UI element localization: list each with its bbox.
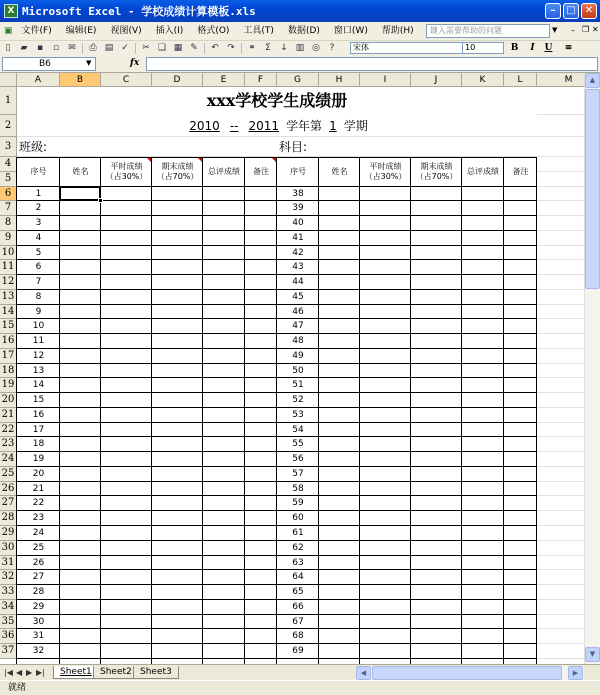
row-header-14[interactable]: 14 [0, 305, 17, 320]
formula-bar [0, 55, 600, 73]
row-header-10[interactable]: 10 [0, 246, 17, 261]
fx-icon[interactable]: fx [130, 58, 140, 68]
print-preview-icon[interactable]: ▤ [104, 43, 114, 53]
seq-right-cell[interactable]: 68 [292, 631, 304, 642]
seq-right-cell[interactable]: 56 [292, 454, 304, 465]
seq-right-cell[interactable]: 39 [292, 203, 304, 214]
row-header-9[interactable]: 9 [0, 231, 17, 246]
seq-left-cell[interactable]: 25 [32, 542, 45, 553]
row-header-30[interactable]: 30 [0, 541, 17, 556]
row-header-32[interactable]: 32 [0, 570, 17, 585]
row-header-24[interactable]: 24 [0, 452, 17, 467]
seq-right-cell[interactable]: 58 [292, 483, 304, 494]
close-button[interactable]: ✕ [581, 3, 597, 19]
header-text: 备注 [512, 166, 529, 176]
permission-icon[interactable]: ▫ [52, 43, 60, 53]
menu-help[interactable]: 帮助(H) [381, 25, 414, 36]
seq-right-cell[interactable]: 48 [292, 336, 304, 347]
row-header-19[interactable]: 19 [0, 378, 17, 393]
row-header-1[interactable]: 1 [0, 87, 17, 115]
header-text: 平时成绩 [110, 161, 143, 171]
seq-left-cell[interactable]: 29 [32, 601, 45, 612]
hyperlink-icon[interactable]: ⚭ [248, 43, 256, 53]
autosum-icon[interactable]: Σ [265, 43, 271, 53]
status-bar: 就绪 [0, 680, 600, 695]
copy-icon[interactable]: ❏ [157, 43, 167, 53]
column-header-C[interactable]: C [101, 73, 152, 87]
seq-left-cell[interactable]: 13 [32, 365, 45, 376]
seq-left-cell[interactable]: 15 [32, 395, 45, 406]
column-header-G[interactable]: G [277, 73, 319, 87]
column-header-M[interactable]: M [537, 73, 584, 87]
select-all-corner[interactable] [0, 73, 17, 87]
scroll-up-icon[interactable]: ▲ [585, 73, 600, 88]
seq-right-cell[interactable]: 43 [292, 262, 304, 273]
year-term-year-end: 2011 [248, 119, 280, 133]
row-header-37[interactable]: 37 [0, 644, 17, 659]
header-text: （占70%） [415, 171, 458, 181]
row-header-31[interactable]: 31 [0, 556, 17, 571]
row-header-36[interactable]: 36 [0, 629, 17, 644]
header-text: 总评成绩 [467, 166, 499, 176]
seq-left-cell[interactable]: 30 [32, 616, 45, 627]
seq-right-cell[interactable]: 38 [292, 188, 304, 199]
row-header-6[interactable]: 6 [0, 187, 17, 202]
seq-left-cell[interactable]: 12 [32, 350, 45, 361]
vertical-scroll-thumb[interactable] [585, 89, 600, 289]
seq-right-cell[interactable]: 54 [292, 424, 304, 435]
menu-format[interactable]: 格式(O) [197, 25, 230, 36]
spelling-icon[interactable]: ✓ [121, 43, 129, 53]
seq-left-cell[interactable]: 1 [35, 188, 42, 199]
open-icon[interactable]: ▰ [20, 43, 28, 53]
fill-handle[interactable] [98, 198, 103, 203]
row-header-18[interactable]: 18 [0, 364, 17, 379]
maximize-button[interactable]: □ [563, 3, 579, 19]
column-header-E[interactable]: E [203, 73, 245, 87]
menu-insert[interactable]: 插入(I) [155, 25, 184, 36]
row-header-28[interactable]: 28 [0, 511, 17, 526]
column-header-H[interactable]: H [319, 73, 360, 87]
seq-left-cell[interactable]: 2 [35, 203, 42, 214]
print-icon[interactable]: ⎙ [89, 43, 97, 53]
seq-right-cell[interactable]: 45 [292, 291, 304, 302]
row-header-22[interactable]: 22 [0, 423, 17, 438]
seq-right-cell[interactable]: 59 [292, 498, 304, 509]
seq-right-cell[interactable]: 46 [292, 306, 304, 317]
selected-cell[interactable] [59, 186, 101, 202]
header-text: 姓名 [331, 166, 348, 176]
header-right-usual [360, 157, 411, 187]
row-header-17[interactable]: 17 [0, 349, 17, 364]
doc-close-button[interactable]: ✕ [592, 25, 599, 34]
name-box-dropdown-icon[interactable]: ▼ [86, 59, 92, 67]
font-name-select[interactable]: 宋体 [350, 42, 466, 54]
seq-right-cell[interactable]: 41 [292, 232, 304, 243]
email-icon[interactable]: ✉ [68, 43, 76, 53]
seq-left-cell[interactable]: 6 [35, 262, 42, 273]
header-text: （占30%） [105, 171, 148, 181]
seq-left-cell[interactable]: 26 [32, 557, 45, 568]
formula-input[interactable] [146, 57, 598, 71]
seq-right-cell[interactable]: 67 [292, 616, 304, 627]
tab-sheet3[interactable]: Sheet3 [133, 666, 179, 679]
paste-icon[interactable]: ▦ [173, 43, 183, 53]
column-header-L[interactable]: L [504, 73, 537, 87]
row-header-29[interactable]: 29 [0, 526, 17, 541]
chevron-down-icon[interactable]: ▼ [552, 26, 558, 34]
row-header-11[interactable]: 11 [0, 260, 17, 275]
underline-button[interactable]: U [544, 43, 553, 53]
seq-left-cell[interactable]: 3 [35, 218, 42, 229]
row-header-25[interactable]: 25 [0, 467, 17, 482]
sheet-tab-bar [0, 664, 600, 680]
redo-icon[interactable]: ↷ [227, 43, 235, 53]
new-icon[interactable]: ▯ [5, 43, 11, 53]
row-header-15[interactable]: 15 [0, 319, 17, 334]
row-header-34[interactable]: 34 [0, 600, 17, 615]
header-text: 序号 [30, 166, 47, 176]
header-text: （占30%） [364, 171, 407, 181]
header-text: 期末成绩 [161, 161, 194, 171]
menu-window[interactable]: 窗口(W) [333, 25, 368, 36]
cut-icon[interactable]: ✂ [142, 43, 150, 53]
seq-left-cell[interactable]: 21 [32, 483, 45, 494]
title-bar [0, 0, 600, 22]
row-header-4[interactable]: 4 [0, 157, 17, 172]
prev-sheet-icon[interactable]: ◀ [16, 668, 23, 677]
vertical-scrollbar[interactable] [584, 73, 600, 664]
row-header-3[interactable]: 3 [0, 137, 17, 157]
year-term-term: 1 [329, 119, 337, 133]
seq-left-cell[interactable]: 19 [32, 454, 45, 465]
row-header-16[interactable]: 16 [0, 334, 17, 349]
header-right-name [319, 157, 360, 187]
header-left-name [60, 157, 101, 187]
last-sheet-icon[interactable]: ▶| [36, 668, 45, 677]
year-term-year-sep: -- [229, 119, 239, 133]
year-term-year-start: 2010 [189, 119, 220, 133]
seq-left-cell[interactable]: 17 [32, 424, 45, 435]
scroll-down-icon[interactable]: ▼ [585, 647, 600, 662]
column-header-I[interactable]: I [360, 73, 411, 87]
seq-left-cell[interactable]: 4 [35, 232, 42, 243]
bold-button[interactable]: B [510, 43, 519, 53]
seq-left-cell[interactable]: 23 [32, 513, 45, 524]
italic-button[interactable]: I [530, 43, 535, 53]
year-term-line [17, 115, 537, 137]
header-text: 姓名 [72, 166, 89, 176]
column-header-D[interactable]: D [152, 73, 203, 87]
sheet-title: xxx学校学生成绩册 [206, 91, 348, 110]
seq-left-cell[interactable]: 24 [32, 528, 45, 538]
row-header-33[interactable]: 33 [0, 585, 17, 600]
doc-minimize-button[interactable]: – [571, 26, 575, 35]
sort-ascending-icon[interactable]: ↓ [280, 43, 288, 53]
seq-left-cell[interactable]: 7 [35, 277, 42, 288]
menu-file[interactable]: 文件(F) [21, 25, 52, 36]
header-text: 备注 [253, 166, 269, 176]
seq-left-cell[interactable]: 18 [32, 439, 45, 450]
workbook-icon[interactable]: ▣ [4, 25, 13, 36]
window-title: Microsoft Excel - 学校成绩计算模板.xls [22, 5, 256, 18]
excel-icon: X [4, 4, 18, 18]
seq-left-cell[interactable]: 27 [32, 572, 45, 583]
row-header-13[interactable]: 13 [0, 290, 17, 305]
seq-left-cell[interactable]: 9 [35, 306, 42, 317]
seq-right-cell[interactable]: 40 [292, 218, 304, 229]
year-term-term-suffix: 学期 [343, 119, 368, 133]
horizontal-scroll-thumb[interactable] [372, 666, 562, 680]
tab-sheet1[interactable]: Sheet1 [53, 666, 99, 679]
seq-right-cell[interactable]: 66 [292, 601, 304, 612]
header-left-usual [101, 157, 152, 187]
scroll-left-icon[interactable]: ◀ [356, 666, 371, 680]
row-header-26[interactable]: 26 [0, 482, 17, 497]
column-header-B[interactable]: B [60, 73, 101, 87]
year-term-year-suffix: 学年第 [286, 119, 323, 133]
seq-left-cell[interactable]: 22 [32, 498, 45, 509]
class-label: 班级: [19, 140, 48, 154]
seq-right-cell[interactable]: 60 [292, 513, 304, 524]
seq-right-cell[interactable]: 42 [292, 247, 304, 258]
chart-icon[interactable]: ▥ [295, 43, 305, 53]
seq-right-cell[interactable]: 53 [292, 409, 304, 420]
seq-right-cell[interactable]: 64 [292, 572, 304, 583]
first-sheet-icon[interactable]: |◀ [4, 668, 13, 677]
menu-tools[interactable]: 工具(T) [243, 25, 274, 36]
menu-view[interactable]: 视图(V) [110, 25, 142, 36]
tab-sheet2[interactable]: Sheet2 [93, 666, 139, 679]
seq-left-cell[interactable]: 31 [32, 631, 45, 642]
seq-right-cell[interactable]: 69 [292, 646, 304, 657]
seq-left-cell[interactable]: 11 [32, 336, 45, 347]
seq-right-cell[interactable]: 51 [292, 380, 304, 391]
seq-right-cell[interactable]: 49 [292, 350, 304, 361]
seq-right-cell[interactable]: 55 [292, 439, 304, 450]
header-left-total [203, 157, 245, 187]
column-header-J[interactable]: J [411, 73, 462, 87]
header-text: 总评成绩 [208, 166, 240, 176]
zoom-icon[interactable]: ◎ [312, 43, 320, 53]
seq-left-cell[interactable]: 5 [35, 247, 42, 258]
column-header-A[interactable]: A [17, 73, 60, 87]
header-right-note [504, 157, 537, 187]
seq-left-cell[interactable]: 20 [32, 468, 45, 479]
seq-left-cell[interactable]: 28 [32, 587, 45, 598]
save-icon[interactable]: ▪ [36, 43, 44, 53]
seq-left-cell[interactable]: 16 [32, 409, 45, 420]
format-painter-icon[interactable]: ✎ [190, 43, 198, 53]
column-header-F[interactable]: F [245, 73, 277, 87]
seq-left-cell[interactable]: 14 [32, 380, 45, 391]
next-sheet-icon[interactable]: ▶ [26, 668, 33, 677]
row-header-5[interactable]: 5 [0, 172, 17, 187]
column-header-K[interactable]: K [462, 73, 504, 87]
minimize-button[interactable]: – [545, 3, 561, 19]
row-header-8[interactable]: 8 [0, 216, 17, 231]
name-box[interactable]: B6 [2, 57, 96, 71]
seq-right-cell[interactable]: 57 [292, 468, 304, 479]
header-text: 期末成绩 [420, 161, 453, 171]
seq-right-cell[interactable]: 63 [292, 557, 304, 568]
header-left-seq [17, 157, 60, 187]
doc-restore-button[interactable]: ❐ [582, 25, 590, 34]
seq-right-cell[interactable]: 61 [292, 528, 304, 538]
header-right-seq [277, 157, 319, 187]
seq-right-cell[interactable]: 52 [292, 395, 304, 406]
seq-right-cell[interactable]: 65 [292, 587, 304, 598]
seq-left-cell[interactable]: 32 [32, 646, 45, 657]
row-header-2[interactable]: 2 [0, 115, 17, 137]
row-header-12[interactable]: 12 [0, 275, 17, 290]
help-search-input[interactable]: 键入需要帮助的问题 [426, 24, 550, 38]
header-right-total [462, 157, 504, 187]
menu-data[interactable]: 数据(D) [287, 25, 320, 36]
row-header-21[interactable]: 21 [0, 408, 17, 423]
help-icon[interactable]: ? [329, 43, 335, 53]
font-size-select[interactable]: 10 [462, 42, 504, 54]
seq-right-cell[interactable]: 47 [292, 321, 304, 332]
header-text: 序号 [290, 166, 306, 176]
seq-right-cell[interactable]: 62 [292, 542, 304, 553]
seq-right-cell[interactable]: 50 [292, 365, 304, 376]
horizontal-scrollbar[interactable] [356, 666, 584, 680]
row-header-7[interactable]: 7 [0, 201, 17, 216]
seq-left-cell[interactable]: 8 [35, 291, 42, 302]
row-header-20[interactable]: 20 [0, 393, 17, 408]
menu-edit[interactable]: 编辑(E) [65, 25, 97, 36]
seq-left-cell[interactable]: 10 [32, 321, 45, 332]
worksheet-grid[interactable] [0, 73, 584, 664]
seq-right-cell[interactable]: 44 [292, 277, 304, 288]
row-header-35[interactable]: 35 [0, 615, 17, 630]
undo-icon[interactable]: ↶ [211, 43, 219, 53]
row-header-23[interactable]: 23 [0, 437, 17, 452]
header-text: （占70%） [156, 171, 199, 181]
header-right-final [411, 157, 462, 187]
row-header-27[interactable]: 27 [0, 496, 17, 511]
subject-label: 科目: [279, 140, 308, 154]
header-text: 平时成绩 [369, 161, 402, 171]
header-left-final [152, 157, 203, 187]
scroll-right-icon[interactable]: ▶ [568, 666, 583, 680]
align-left-icon[interactable]: ≡ [564, 43, 573, 53]
